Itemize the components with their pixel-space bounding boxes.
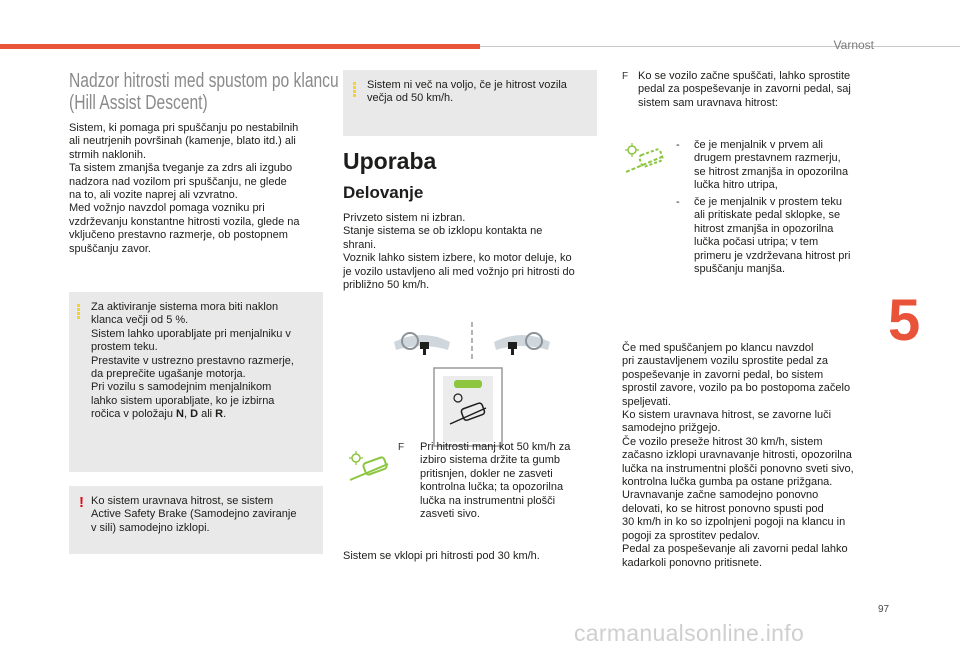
- end-dot: .: [223, 408, 227, 421]
- header-accent-bar: [0, 44, 480, 49]
- info-box-text-wrap: [91, 301, 319, 422]
- gear-r: R: [215, 408, 224, 421]
- hill-descent-icon: [346, 450, 394, 484]
- warning-text: Ko sistem uravnava hitrost, se sistem Active Safety Brake (Samodejno zaviranje v sili) samodejno izklopi.: [91, 495, 297, 534]
- section-name: Varnost: [833, 38, 874, 52]
- dash-item-2: če je menjalnik v prostem teku ali pritiskate pedal sklopke, se hitrost zmanjša in opozorilna lučka počasi utripa; v tem primeru je vzdrževana hitrost pri spuščanju manjša.: [694, 196, 851, 276]
- title-line-1: Nadzor hitrosti med spustom po klancu: [69, 70, 339, 92]
- release-pedals-text: Ko se vozilo začne spuščati, lahko sprostite pedal za pospeševanje in zavorni pedal, saj sistem sam uravnava hitrost:: [638, 70, 851, 109]
- bullet-marker-right: F: [622, 71, 629, 82]
- warning-icon: !: [79, 494, 84, 511]
- header-divider: [480, 46, 960, 47]
- chapter-number: 5: [888, 288, 921, 353]
- gear-d: D: [190, 408, 199, 421]
- info-box-text: Za aktiviranje sistema mora biti naklon klanca večji od 5 %. Sistem lahko uporabljate pri menjalniku v prostem teku. Prestavite v ustrezno prestavno razmerje, da preprečite ugašanje motorja. Pri vozilu s samodejnim menjalnikom lahko sistem uporabljate, ko je izbirna ročica v položaju: [91, 301, 294, 421]
- warning-box: [69, 486, 323, 554]
- hill-descent-button: [434, 368, 502, 446]
- sep-2: ali: [198, 408, 216, 421]
- intro-paragraph: Sistem, ki pomaga pri spuščanju po nestabilnih ali neutrjenih površinah (kamenje, blato itd.) ali strmih naklonih. Ta sistem zmanjša tveganje za zdrs ali izgubo nadzora nad vozilom pri spuščanju, ne glede na to, ali vozite naprej ali vzvratno. Med vožnjo navzdol pomaga vozniku pri vzdrževanju konstantne hitrosti vozila, glede na vključeno prestavno razmerje, ob postopnem spuščanju zavor.: [69, 122, 300, 255]
- page-title: [69, 70, 339, 114]
- sep-1: ,: [183, 408, 191, 421]
- page-number: 97: [878, 604, 890, 615]
- activation-speed-text: Sistem se vklopi pri hitrosti pod 30 km/h.: [343, 550, 540, 562]
- dash-item-1: če je menjalnik v prvem ali drugem prestavnem razmerju, se hitrost zmanjša in opozorilna lučka hitro utripa,: [694, 139, 849, 192]
- info-box-speed: [343, 70, 597, 136]
- steering-wheel-icon: [394, 333, 450, 355]
- dash-marker-1: -: [676, 139, 680, 151]
- dash-marker-2: -: [676, 196, 680, 208]
- info-speed-text: Sistem ni več na voljo, če je hitrost vozila večja od 50 km/h.: [367, 79, 567, 105]
- info-box-activation: [69, 292, 323, 472]
- title-line-2: (Hill Assist Descent): [69, 92, 208, 114]
- watermark[interactable]: carmanualsonline.info: [574, 620, 805, 646]
- release-explanation: Če med spuščanjem po klancu navzdol pri zaustavljenem vozilu sprostite pedal za pospeševanje in zavorni pedal, bo sistem sprostil zavore, vozilo pa bo postopoma začelo speljevati. Ko sistem uravnava hitrost, se zavorne luči samodejno prižgejo. Če vozilo preseže hitrost 30 km/h, sistem začasno izklopi uravnavanje hitrosti, opozorilna lučka na instrumentni plošči ponovno sveti sivo, kontrolna lučka gumba pa ostane prižgana. Uravnavanje začne samodejno ponovno delovati, ko se hitrost ponovno spusti pod 30 km/h in ko so izpolnjeni pogoji na klancu in pogoji za sprostitev pedalov. Pedal za pospeševanje ali zavorni pedal lahko kadarkoli ponovno pritisnete.: [622, 342, 854, 569]
- info-icon: [77, 304, 80, 320]
- bullet-marker: F: [398, 442, 405, 453]
- bullet-text: Pri hitrosti manj kot 50 km/h za izbiro sistema držite ta gumb pritisnjen, dokler ne zasveti kontrolna lučka; ta opozorilna lučka na instrumentni plošči zasveti sivo.: [420, 441, 571, 521]
- gear-n: N: [176, 408, 184, 421]
- subsection-heading: Delovanje: [343, 183, 424, 202]
- steering-wheel-icon: [494, 333, 550, 355]
- hill-descent-icon: [622, 142, 670, 176]
- info-icon: [353, 82, 356, 98]
- operation-paragraph: Privzeto sistem ni izbran. Stanje sistema se ob izklopu kontakta ne shrani. Voznik lahko sistem izbere, ko motor deluje, ko je vozilo ustavljeno ali med vožnjo pri hitrosti do približno 50 km/h.: [343, 212, 575, 292]
- section-heading: Uporaba: [343, 148, 437, 174]
